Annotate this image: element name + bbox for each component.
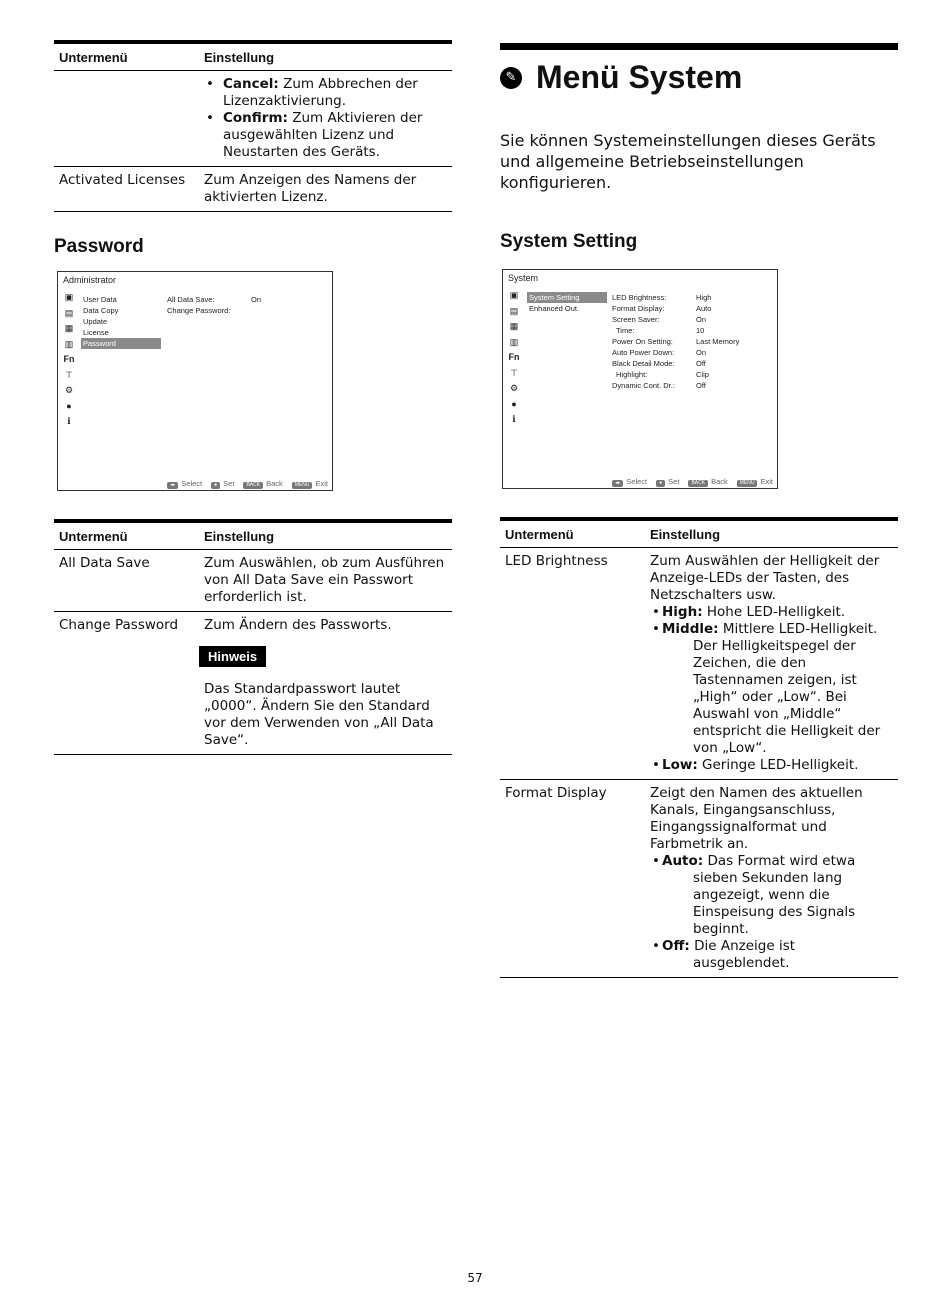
submenu-item: User Data <box>83 295 117 304</box>
screen-title: Administrator <box>63 275 117 285</box>
settings-list <box>612 292 739 391</box>
section-heading-password: Password <box>54 236 144 257</box>
submenu-item: Enhanced Out. <box>529 304 580 313</box>
list-item: • Cancel: Zum Abbrechen der Lizenzaktivierung. <box>204 76 447 110</box>
system-menu-screenshot <box>502 269 778 489</box>
setting-row: Screen Saver: On <box>612 315 707 324</box>
submenu-item: Update <box>83 317 108 326</box>
table-header-setting: Einstellung <box>199 42 452 71</box>
system-table-wrap <box>500 517 898 978</box>
setting-row: Format Display: Auto <box>612 304 712 313</box>
footer-select: ◂▸ Select <box>612 477 647 487</box>
page-number: 57 <box>467 1271 483 1285</box>
table-row <box>54 612 452 755</box>
footer-exit: MENU Exit <box>292 479 328 489</box>
menu-icon-column <box>62 290 76 430</box>
password-menu-screenshot <box>57 271 333 491</box>
footer-select: ◂▸ Select <box>167 479 202 489</box>
footer-set: ● Set <box>211 479 234 489</box>
note-label: Hinweis <box>199 646 266 667</box>
setting-row: LED Brightness: High <box>612 293 712 302</box>
user-icon: ▣ <box>64 292 74 302</box>
footer-set: ● Set <box>656 477 679 487</box>
list-item: • Low: Geringe LED-Helligkeit. <box>650 757 893 774</box>
footer-exit: MENU Exit <box>737 477 773 487</box>
list-item: • Off: Die Anzeige ist ausgeblendet. <box>650 938 893 972</box>
table-header-setting: Einstellung <box>199 521 452 550</box>
submenu-item-selected: Password <box>81 338 161 349</box>
section-heading-system-setting: System Setting <box>500 231 638 252</box>
password-table-wrap <box>54 519 452 755</box>
table-cell-menu: All Data Save <box>54 550 199 612</box>
table-cell-menu: Change Password <box>54 612 199 755</box>
table-cell-setting <box>199 71 452 167</box>
list-item: • High: Hohe LED-Helligkeit. <box>650 604 893 621</box>
info-icon: ℹ <box>67 416 71 426</box>
table-cell-menu: Activated Licenses <box>54 167 199 212</box>
setting-row: Black Detail Mode: Off <box>612 359 706 368</box>
password-table <box>54 519 452 755</box>
table-header-submenu: Untermenü <box>500 519 645 548</box>
table-cell-setting <box>199 612 452 755</box>
picture-icon: ▤ <box>64 307 74 318</box>
table-cell-setting: Zum Anzeigen des Namens der aktivierten Lizenz. <box>199 167 452 212</box>
setting-row: Dynamic Cont. Dr.: Off <box>612 381 706 390</box>
title-rule <box>500 43 898 50</box>
table-cell-setting: Zum Auswählen, ob zum Ausführen von All Data Save ein Passwort erforderlich ist. <box>199 550 452 612</box>
gear-icon: ⚙ <box>64 385 74 395</box>
bullet-list <box>650 853 893 972</box>
function-icon: Fn <box>63 354 75 364</box>
list-item: • Confirm: Zum Aktivieren der ausgewählten Lizenz und Neustarten des Geräts. <box>204 110 447 161</box>
wrench-icon: ✎ <box>500 67 522 89</box>
table-row <box>54 71 452 167</box>
bullet-list <box>204 76 447 161</box>
screen-footer <box>612 477 773 487</box>
table-cell-menu: Format Display <box>500 780 645 978</box>
note-text: Das Standardpasswort lautet „0000“. Ändern Sie den Standard vor dem Verwenden von „All Data Save“. <box>204 681 434 748</box>
table-header-submenu: Untermenü <box>54 42 199 71</box>
menu-icon-column <box>507 288 521 428</box>
submenu-list <box>81 294 161 349</box>
table-cell-menu: LED Brightness <box>500 548 645 780</box>
table-row <box>500 548 898 780</box>
submenu-item: License <box>83 328 109 337</box>
list-item: • Auto: Das Format wird etwa sieben Sekunden lang angezeigt, wenn die Einspeisung des Signals beginnt. <box>650 853 893 938</box>
table-row <box>54 550 452 612</box>
screen-title: System <box>508 273 539 283</box>
table-cell-setting <box>645 548 898 780</box>
setting-text: Zeigt den Namen des aktuellen Kanals, Eingangsanschluss, Eingangssignalformat und Farbmetrik an. <box>650 785 863 852</box>
screen-footer <box>167 479 328 489</box>
page-title-row <box>500 59 898 96</box>
function-icon: Fn <box>508 352 520 362</box>
setting-row: Highlight: Clip <box>616 370 709 379</box>
right-column <box>500 43 898 253</box>
input-icon: ▦ <box>64 323 74 333</box>
intro-paragraph: Sie können Systemeinstellungen dieses Geräts und allgemeine Betriebseinstellungen konfigurieren. <box>500 131 876 192</box>
table-row <box>54 167 452 212</box>
list-item: • Middle: Mittlere LED-Helligkeit. Der Helligkeitspegel der Zeichen, die den Tastennamen zeigen, ist „High“ oder „Low“. Bei Auswahl von „Middle“ entspricht die Helligkeit der von „Low“. <box>650 621 893 757</box>
marker-icon: ⊤ <box>510 367 518 378</box>
wrench-icon: ● <box>511 398 517 409</box>
table-header-setting: Einstellung <box>645 519 898 548</box>
gear-icon: ⚙ <box>509 383 519 393</box>
system-setting-table <box>500 517 898 978</box>
bullet-list <box>650 604 893 774</box>
submenu-list <box>527 292 607 314</box>
info-icon: ℹ <box>512 414 516 424</box>
display-icon: ▥ <box>64 338 74 349</box>
submenu-item-selected: System Setting <box>527 292 607 303</box>
setting-row: Time: 10 <box>616 326 705 335</box>
table-cell-menu <box>54 71 199 167</box>
setting-row: Auto Power Down: On <box>612 348 707 357</box>
left-column <box>54 40 452 258</box>
table-cell-setting <box>645 780 898 978</box>
marker-icon: ⊤ <box>65 369 73 380</box>
table-header-submenu: Untermenü <box>54 521 199 550</box>
setting-text: Zum Auswählen der Helligkeit der Anzeige-LEDs der Tasten, des Netzschalters usw. <box>650 553 880 603</box>
license-table <box>54 40 452 212</box>
footer-back: BACK Back <box>243 479 282 489</box>
user-icon: ▣ <box>509 290 519 300</box>
display-icon: ▥ <box>509 336 519 347</box>
setting-row: Power On Setting: Last Memory <box>612 337 740 346</box>
setting-text: Zum Ändern des Passworts. <box>204 617 392 633</box>
picture-icon: ▤ <box>509 305 519 316</box>
setting-row: All Data Save: On <box>167 295 262 304</box>
wrench-icon: ● <box>66 400 72 411</box>
input-icon: ▦ <box>509 321 519 331</box>
table-row <box>500 780 898 978</box>
page-title: Menü System <box>536 59 743 95</box>
submenu-item: Data Copy <box>83 306 119 315</box>
footer-back: BACK Back <box>688 477 727 487</box>
setting-row: Change Password: <box>167 306 231 315</box>
settings-list <box>167 294 261 316</box>
